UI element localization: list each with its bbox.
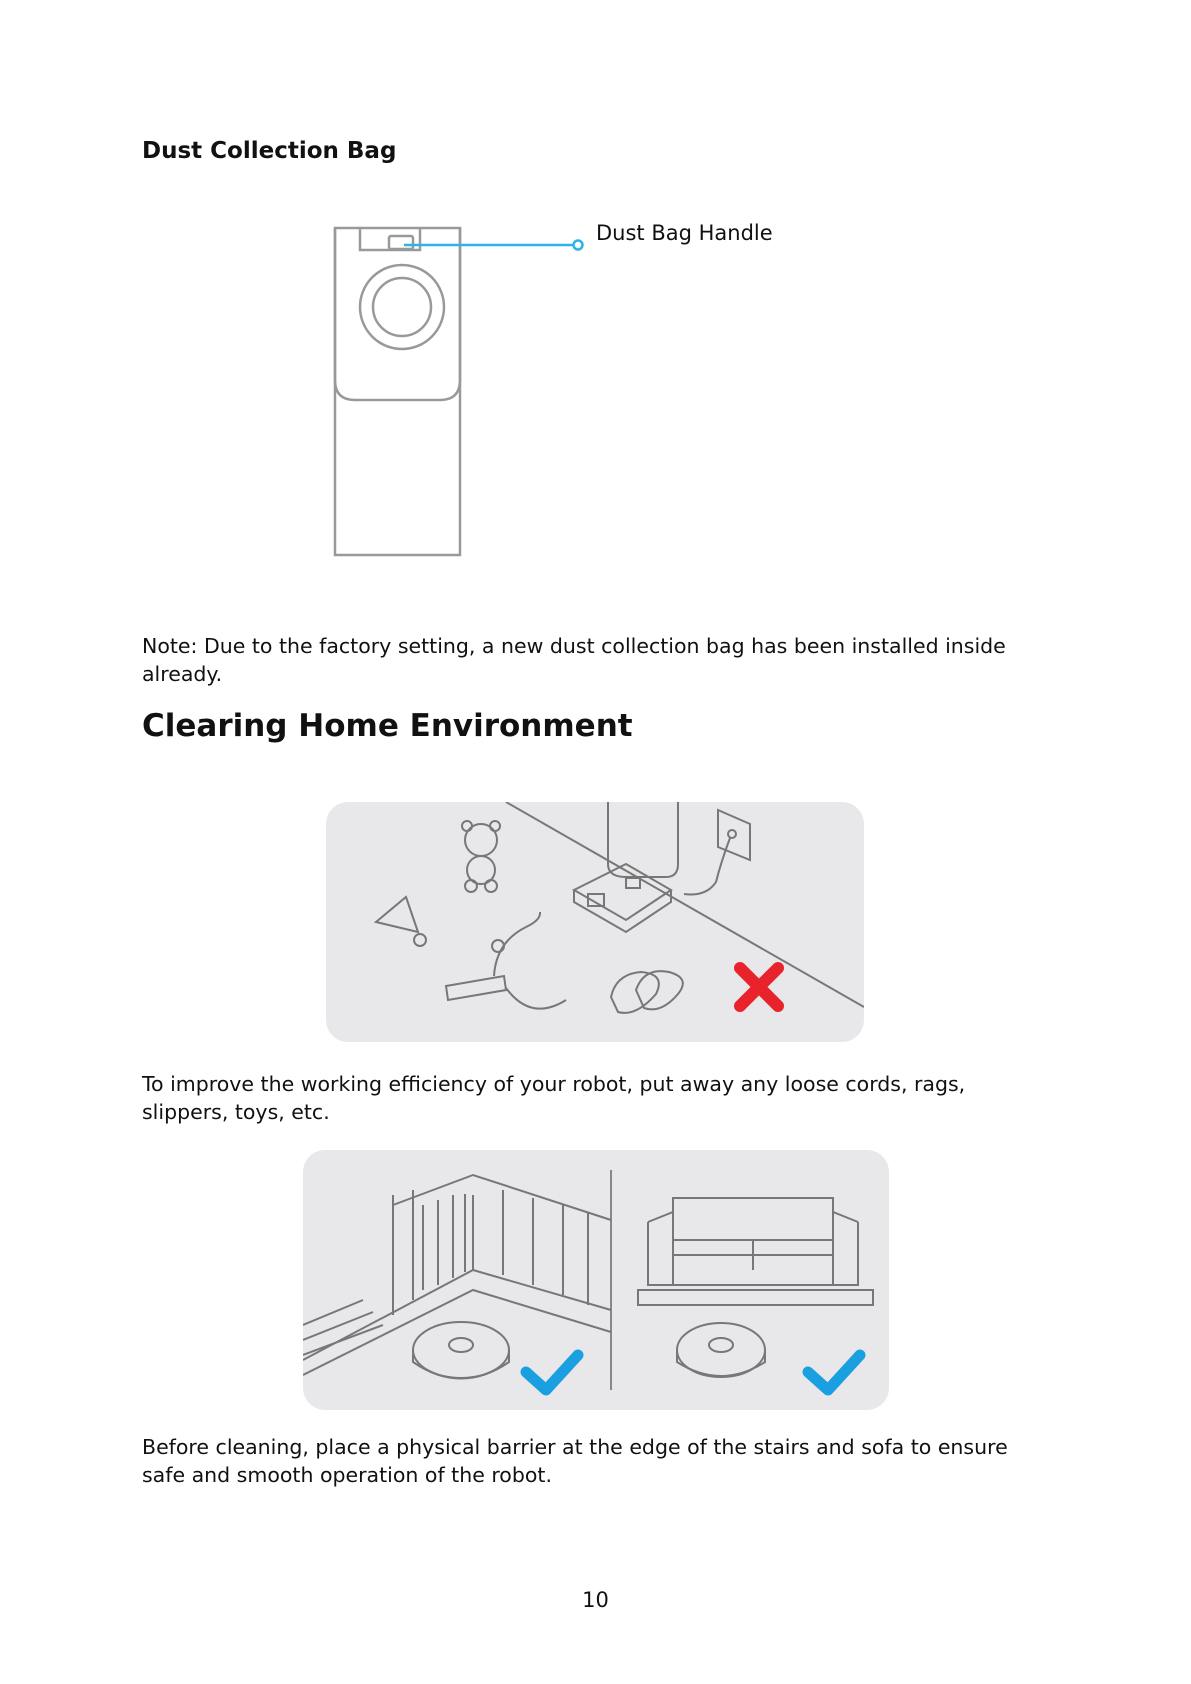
section-heading-dust-bag: Dust Collection Bag: [142, 138, 397, 164]
stairs-sofa-illustration: [303, 1150, 889, 1410]
page-number: 10: [582, 1588, 609, 1612]
cluttered-floor-illustration: [326, 802, 864, 1042]
section-heading-clearing-home: Clearing Home Environment: [142, 708, 633, 744]
figure2-caption: Before cleaning, place a physical barrier at the edge of the stairs and sofa to ensure safe and smooth operation of the robot.: [142, 1435, 1008, 1487]
dust-bag-diagram: [320, 220, 600, 560]
figure1-caption: To improve the working efficiency of your robot, put away any loose cords, rags, slippers, toys, etc.: [142, 1072, 966, 1124]
dust-bag-handle-label: Dust Bag Handle: [596, 221, 773, 245]
factory-note: Note: Due to the factory setting, a new dust collection bag has been installed inside already.: [142, 634, 1006, 686]
